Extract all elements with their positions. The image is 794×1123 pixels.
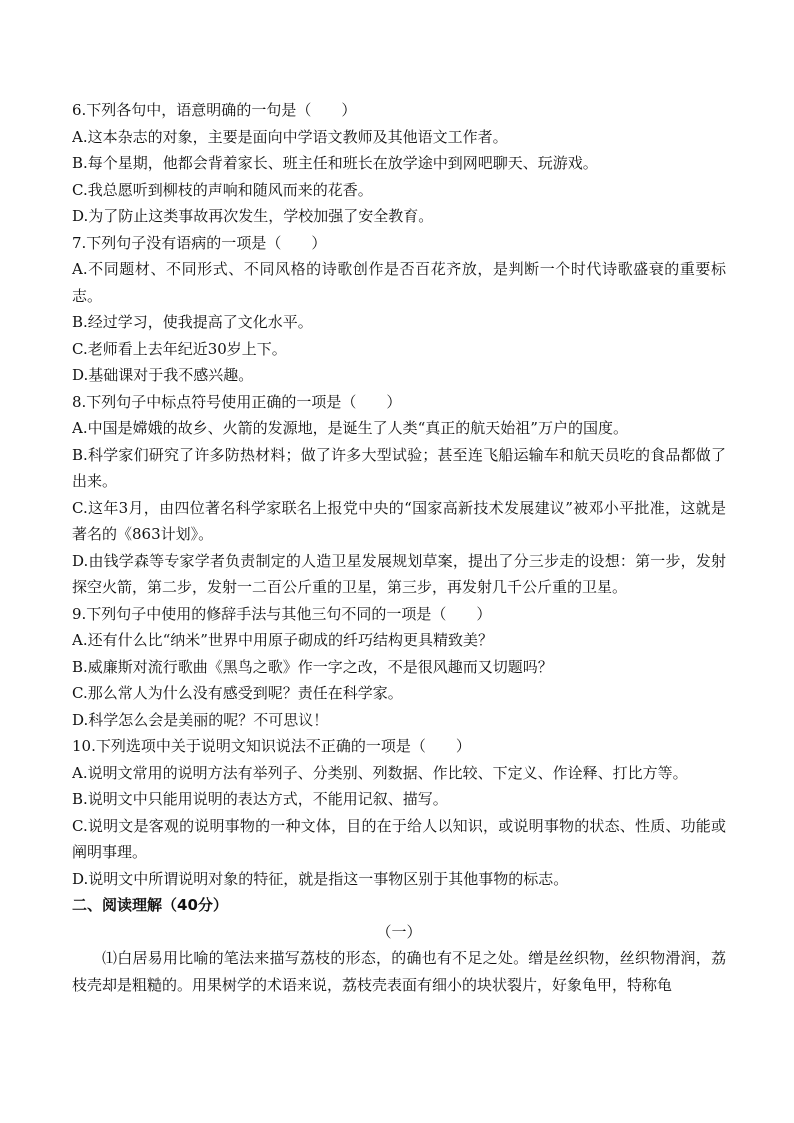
section-title: 二、阅读理解（40分） [72, 896, 228, 914]
option-d: D.为了防止这类事故再次发生，学校加强了安全教育。 [72, 207, 434, 225]
option-b: B.威廉斯对流行歌曲《黑鸟之歌》作一字之改，不是很风趣而又切题吗？ [72, 657, 553, 676]
question-stem: 6.下列各句中，语意明确的一句是（ ） [72, 101, 357, 119]
question-stem: 10.下列选项中关于说明文知识说法不正确的一项是（ ） [72, 737, 471, 755]
option-a: A.还有什么比“纳米”世界中用原子砌成的纤巧结构更具精致美？ [72, 631, 493, 649]
option-a: A.这本杂志的对象，主要是面向中学语文教师及其他语文工作者。 [72, 127, 508, 146]
option-c: C.说明文是客观的说明事物的一种文体，目的在于给人以知识，或说明事物的状态、性质、功能或阐明事理。 [72, 816, 726, 861]
question-10 [72, 733, 726, 892]
option-d: D.说明文中所谓说明对象的特征，就是指这一事物区别于其他事物的标志。 [72, 869, 569, 888]
option-a: A.不同题材、不同形式、不同风格的诗歌创作是否百花齐放，是判断一个时代诗歌盛衰的重要标志。 [72, 260, 726, 305]
question-stem: 8.下列句子中标点符号使用正确的一项是（ ） [72, 392, 402, 411]
question-stem: 7.下列句子没有语病的一项是（ ） [72, 233, 327, 252]
option-c: C.这年3月，由四位著名科学家联名上报党中央的“国家高新技术发展建议”被邓小平批准，这就是著名的《863计划》。 [72, 498, 726, 543]
part-heading: （一） [376, 922, 422, 941]
option-d: D.科学怎么会是美丽的呢？不可思议！ [72, 710, 329, 729]
option-c: C.我总愿听到柳枝的声响和随风而来的花香。 [72, 180, 373, 199]
question-6 [72, 97, 726, 230]
question-9 [72, 601, 726, 734]
option-b: B.经过学习，使我提高了文化水平。 [72, 313, 313, 331]
option-d: D.由钱学森等专家学者负责制定的人造卫星发展规划草案，提出了分三步走的设想：第一步，发射探空火箭，第二步，发射一二百公斤重的卫星，第三步，再发射几千公斤重的卫星。 [72, 551, 726, 596]
reading-paragraph: ⑴白居易用比喻的笔法来描写荔枝的形态，的确也有不足之处。缯是丝织物，丝织物滑润，荔枝壳却是粗糙的。用果树学的术语来说，荔枝壳表面有细小的块状裂片，好象龟甲，特称龟 [72, 949, 726, 994]
option-b: B.科学家们研究了许多防热材料；做了许多大型试验；甚至连飞船运输车和航天员吃的食品都做了出来。 [72, 445, 726, 490]
option-b: B.说明文中只能用说明的表达方式，不能用记叙、描写。 [72, 790, 448, 808]
exam-page [72, 97, 726, 998]
option-b: B.每个星期，他都会背着家长、班主任和班长在放学途中到网吧聊天、玩游戏。 [72, 154, 598, 172]
option-a: A.说明文常用的说明方法有举列子、分类别、列数据、作比较、下定义、作诠释、打比方等。 [72, 763, 688, 782]
question-7 [72, 230, 726, 389]
question-8 [72, 389, 726, 601]
option-d: D.基础课对于我不感兴趣。 [72, 366, 254, 384]
option-c: C.那么常人为什么没有感受到呢？责任在科学家。 [72, 684, 403, 702]
option-a: A.中国是嫦娥的故乡、火箭的发源地，是诞生了人类“真正的航天始祖”万户的国度。 [72, 419, 628, 437]
question-stem: 9.下列句子中使用的修辞手法与其他三句不同的一项是（ ） [72, 604, 492, 623]
option-c: C.老师看上去年纪近30岁上下。 [72, 339, 287, 358]
